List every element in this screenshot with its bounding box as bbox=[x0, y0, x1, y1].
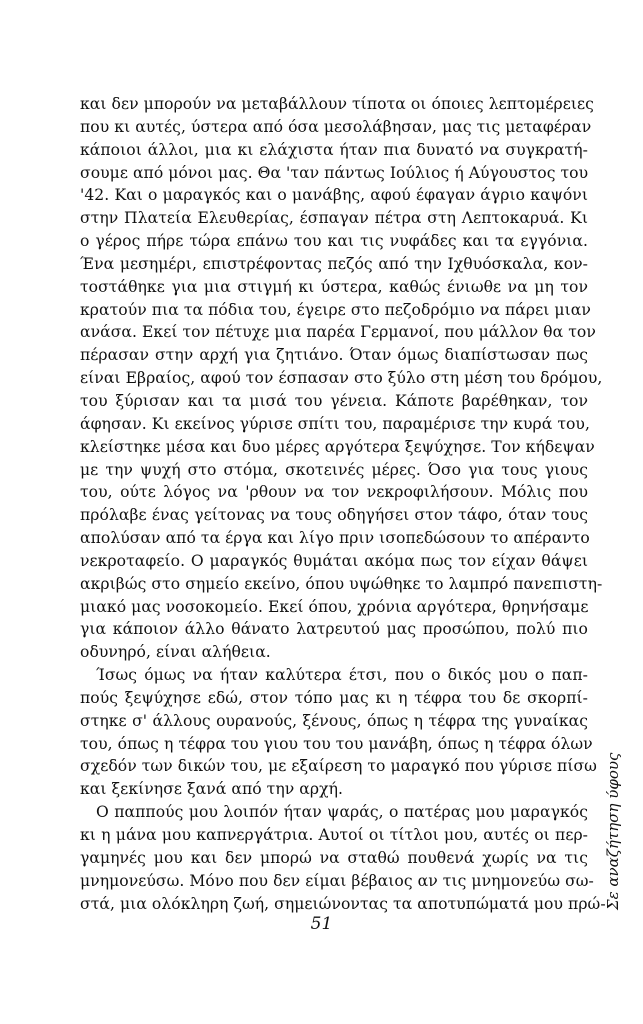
text-line: πέρασαν στην αρχή για ζητιάνο. Όταν όμως διαπίστωσαν πως bbox=[80, 346, 588, 365]
text-line: Ίσως όμως να ήταν καλύτερα έτσι, που ο δικός μου ο παπ- bbox=[96, 666, 588, 685]
text-line: μιακό μας νοσοκομείο. Εκεί όπου, χρόνια αργότερα, θρηνήσαμε bbox=[80, 597, 589, 616]
text-line: ο γέρος πήρε τώρα επάνω του και τις νυφάδες και τα εγγόνια. bbox=[80, 232, 588, 251]
text-line: απολύσαν από τα έργα και λίγο πριν ισοπεδώσουν το απέραντο bbox=[80, 529, 590, 548]
text-line: ανάσα. Εκεί τον πέτυχε μια παρέα Γερμανοί, που μάλλον θα τον bbox=[80, 323, 596, 342]
text-line: και ξεκίνησε ξανά από την αρχή. bbox=[80, 780, 343, 799]
text-line: πούς ξεψύχησε εδώ, στον τόπο μας κι η τέφρα του δε σκορπί- bbox=[80, 688, 588, 707]
text-line: σουμε από μόνοι μας. Θα 'ταν πάντως Ιούλιος ή Αύγουστος του bbox=[80, 163, 589, 182]
text-line: άφησαν. Κι εκείνος γύρισε σπίτι του, παραμέρισε την κυρά του, bbox=[80, 414, 590, 433]
text-line: στηκε σ' άλλους ουρανούς, ξένους, όπως η τέφρα της γυναίκας bbox=[80, 711, 588, 730]
text-line: κλείστηκε μέσα και δυο μέρες αργότερα ξεψύχησε. Τον κήδεψαν bbox=[80, 437, 595, 456]
text-line: Ο παππούς μου λοιπόν ήταν ψαράς, ο πατέρας μου μαραγκός bbox=[96, 803, 588, 822]
body-text bbox=[80, 93, 606, 915]
text-line: στην Πλατεία Ελευθερίας, έσπαγαν πέτρα στη Λεπτοκαρυά. Κι bbox=[80, 209, 588, 228]
text-line: κρατούν πια τα πόδια του, έγειρε στο πεζοδρόμιο να πάρει μιαν bbox=[80, 300, 591, 319]
page-number: 51 bbox=[310, 914, 333, 934]
text-line: και δεν μπορούν να μεταβάλλουν τίποτα οι όποιες λεπτομέρειες bbox=[80, 95, 594, 113]
text-line: του, ούτε λόγος να 'ρθουν να τον νεκροφιλήσουν. Μόλις που bbox=[80, 483, 588, 502]
text-line: του, όπως η τέφρα του γιου του του μανάβη, όπως η τέφρα όλων bbox=[80, 734, 593, 753]
text-line: ακριβώς στο σημείο εκείνο, όπου υψώθηκε το λαμπρό πανεπιστη- bbox=[80, 574, 603, 593]
text-line: με την ψυχή στο στόμα, σκοτεινές μέρες. Όσο για τους γιους bbox=[80, 460, 588, 479]
text-line: κάποιοι άλλοι, μια κι ελάχιστα ήταν πια δυνατό να συγκρατή- bbox=[80, 140, 588, 159]
text-line: κι η μάνα μου καπνεργάτρια. Αυτοί οι τίτλοι μου, αυτές οι περ- bbox=[80, 826, 588, 844]
text-line: τοστάθηκε για μια στιγμή κι ύστερα, καθώς ένιωθε να μη τον bbox=[80, 277, 588, 296]
text-line: μνημονεύσω. Μόνο που δεν είμαι βέβαιος αν τις μνημονεύω σω- bbox=[80, 871, 594, 890]
text-line: Ένα μεσημέρι, επιστρέφοντας πεζός από την Ιχθυόσκαλα, κον- bbox=[80, 254, 588, 273]
text-line: είναι Εβραίος, αφού τον έσπασαν στο ξύλο στη μέση του δρόμου, bbox=[80, 369, 603, 388]
text-line: γαμηνές μου και δεν μπορώ να σταθώ πουθενά χωρίς να τις bbox=[80, 848, 588, 867]
text-line: σχεδόν των δικών του, με εξαίρεση το μαραγκό που γύρισε πίσω bbox=[80, 757, 597, 776]
text-line: του ξύρισαν και τα μισά του γένεια. Κάποτε βαρέθηκαν, τον bbox=[80, 391, 588, 410]
text-line: '42. Και ο μαραγκός και ο μανάβης, αφού έφαγαν άγριο καψόνι bbox=[80, 186, 588, 205]
running-head-text: Σε αναζήτηση ύφους bbox=[604, 752, 622, 910]
text-line: νεκροταφείο. Ο μαραγκός θυμάται ακόμα πως τον είχαν θάψει bbox=[80, 551, 588, 570]
text-line: που κι αυτές, ύστερα από όσα μεσολάβησαν, μας τις μεταφέραν bbox=[80, 117, 592, 136]
text-line: για κάποιον άλλο θάνατο λατρευτού μας προσώπου, πολύ πιο bbox=[80, 620, 588, 639]
text-line: πρόλαβε ένας γείτονας να τους οδηγήσει στον τάφο, όταν τους bbox=[80, 506, 588, 525]
text-line: οδυνηρό, είναι αλήθεια. bbox=[80, 643, 271, 662]
text-line: στά, μια ολόκληρη ζωή, σημειώνοντας τα αποτυπώματά μου πρώ- bbox=[80, 894, 606, 913]
running-head bbox=[598, 730, 628, 910]
